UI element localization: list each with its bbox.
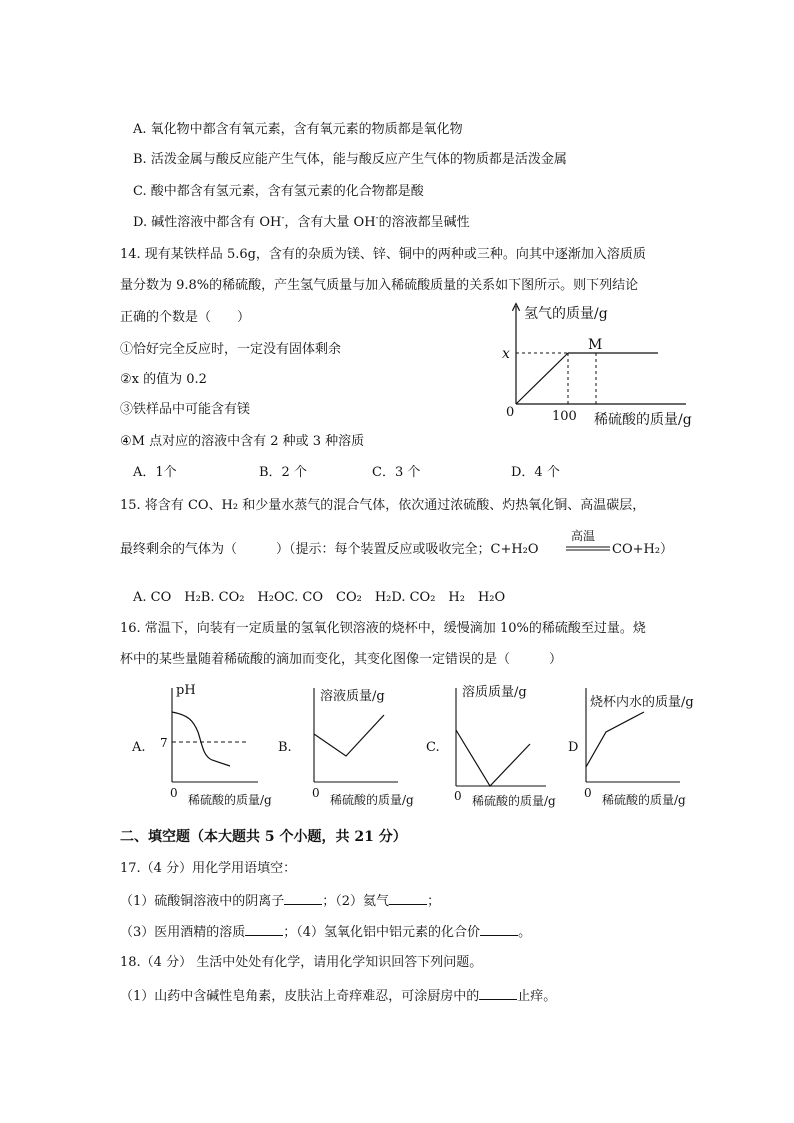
q14-statement-3: ③铁样品中可能含有镁 [120,402,251,417]
q14-x-label: 稀硫酸的质量/g [594,412,692,428]
q16-b-origin: 0 [312,786,320,800]
q16-graph-b [276,682,426,812]
q16-a-origin: 0 [170,786,178,800]
q14-option-c: C．3 个 [372,465,421,480]
q14-rising-line [516,353,568,404]
q17-part-3: ； [427,894,441,909]
q13-d-part2: ，含有大量 OH [284,215,376,230]
q17-blank-3[interactable] [245,923,283,936]
q16-c-origin: 0 [454,789,462,803]
q17-blank-2[interactable] [389,892,427,905]
q16-b-y-label: 溶液质量/g [320,689,385,704]
q16-a-y-label: pH [176,683,196,698]
q16-d-origin: 0 [584,786,592,800]
q17-part-4: （3）医用酒精的溶质 [120,925,246,940]
q14-statement-2: ②x 的值为 0.2 [120,372,207,387]
q16-c-letter: C. [426,740,440,755]
q14-statement-1: ①恰好完全反应时，一定没有固体剩余 [120,342,342,357]
q14-option-d: D．4 个 [511,465,560,480]
q14-line2: 量分数为 9.8%的稀硫酸，产生氢气质量与加入稀硫酸质量的关系如下图所示。则下列结论 [120,278,639,293]
q17-line-2 [120,923,531,941]
q17-line-1 [120,892,440,910]
q13-d-part3: 的溶液都呈碱性 [378,215,470,230]
q16-c-y-label: 溶质质量/g [462,685,527,700]
q16-b-line [314,715,384,756]
q18-head: 18.（4 分） 生活中处处有化学，请用化学知识回答下列问题。 [120,955,483,970]
q14-line3: 正确的个数是（ ） [120,310,251,325]
q16-line2: 杯中的某些量随着稀硫酸的滴加而变化，其变化图像一定错误的是（ ） [120,652,563,667]
q15-equals-sign [566,546,610,552]
q14-m-label: M [588,337,603,353]
q15-product: CO+H₂） [612,542,674,557]
q17-blank-1[interactable] [284,892,322,905]
q16-graph-d [566,682,716,812]
q17-head: 17.（4 分）用化学用语填空： [120,861,297,876]
q14-origin: 0 [506,405,515,420]
q18-part-1: （1）山药中含碱性皂角素，皮肤沾上奇痒难忍，可涂厨房中的 [120,989,480,1004]
q17-part-2: ；（2）氦气 [322,894,390,909]
q16-b-letter: B. [278,740,292,755]
q13-d-sup1: - [281,213,285,224]
q13-option-d [133,215,470,231]
q13-option-c: C. 酸中都含有氢元素，含有氢元素的化合物都是酸 [133,184,424,199]
q17-part-5: ；（4）氢氧化铝中铝元素的化合价 [283,925,481,940]
q16-line1: 16. 常温下，向装有一定质量的氢氧化钡溶液的烧杯中，缓慢滴加 10%的稀硫酸至过量。烧 [120,621,646,636]
q14-line1: 14. 现有某铁样品 5.6g，含有的杂质为镁、锌、铜中的两种或三种。向其中逐渐加入溶质质 [120,247,646,262]
q18-part-2: 止痒。 [517,989,557,1004]
q14-option-b: B．2 个 [259,465,307,480]
q14-graph [498,300,718,430]
q14-x-value-label: x [502,346,510,362]
q18-line-1 [120,987,556,1005]
q14-y-label: 氢气的质量/g [524,306,608,322]
q16-graph-c [424,682,574,812]
q17-part-1: （1）硫酸铜溶液中的阴离子 [120,894,285,909]
q14-tick-100: 100 [552,409,577,424]
q14-statement-4: ④M 点对应的溶液中含有 2 种或 3 种溶质 [120,434,365,449]
q16-d-y-label: 烧杯内水的质量/g [590,695,694,710]
q13-d-part1: D. 碱性溶液中都含有 OH [133,215,282,230]
q16-c-line [456,730,530,786]
q15-line2: 最终剩余的气体为（ ）（提示：每个装置反应或吸收完全；C+H₂O [120,542,539,557]
q17-part-6: 。 [518,925,532,940]
section-2-title: 二、填空题（本大题共 5 个小题，共 21 分） [120,829,407,845]
q13-option-b: B. 活泼金属与酸反应能产生气体，能与酸反应产生气体的物质都是活泼金属 [133,152,567,167]
q16-b-x-label: 稀硫酸的质量/g [330,793,414,807]
q13-d-sup2: - [375,213,379,224]
q16-d-x-label: 稀硫酸的质量/g [602,793,686,807]
q16-d-line [586,712,644,767]
q16-a-x-label: 稀硫酸的质量/g [188,793,272,807]
q17-blank-4[interactable] [480,923,518,936]
q16-graph-a [130,682,280,812]
q16-a-mark-7: 7 [160,736,168,750]
q16-a-letter: A. [132,740,146,755]
q15-options: A. CO H₂B. CO₂ H₂OC. CO CO₂ H₂D. CO₂ H₂ H₂O [133,590,506,605]
q15-condition: 高温 [571,529,596,543]
q14-option-a: A．1个 [133,465,177,480]
q13-option-a: A. 氧化物中都含有氧元素，含有氧元素的物质都是氧化物 [133,122,463,137]
q18-blank-1[interactable] [479,987,517,1000]
q16-d-letter: D [568,740,579,755]
q16-c-x-label: 稀硫酸的质量/g [472,794,556,808]
q16-a-curve [172,712,230,766]
q15-line1: 15. 将含有 CO、H₂ 和少量水蒸气的混合气体，依次通过浓硫酸、灼热氧化铜、高温碳层， [120,498,646,513]
